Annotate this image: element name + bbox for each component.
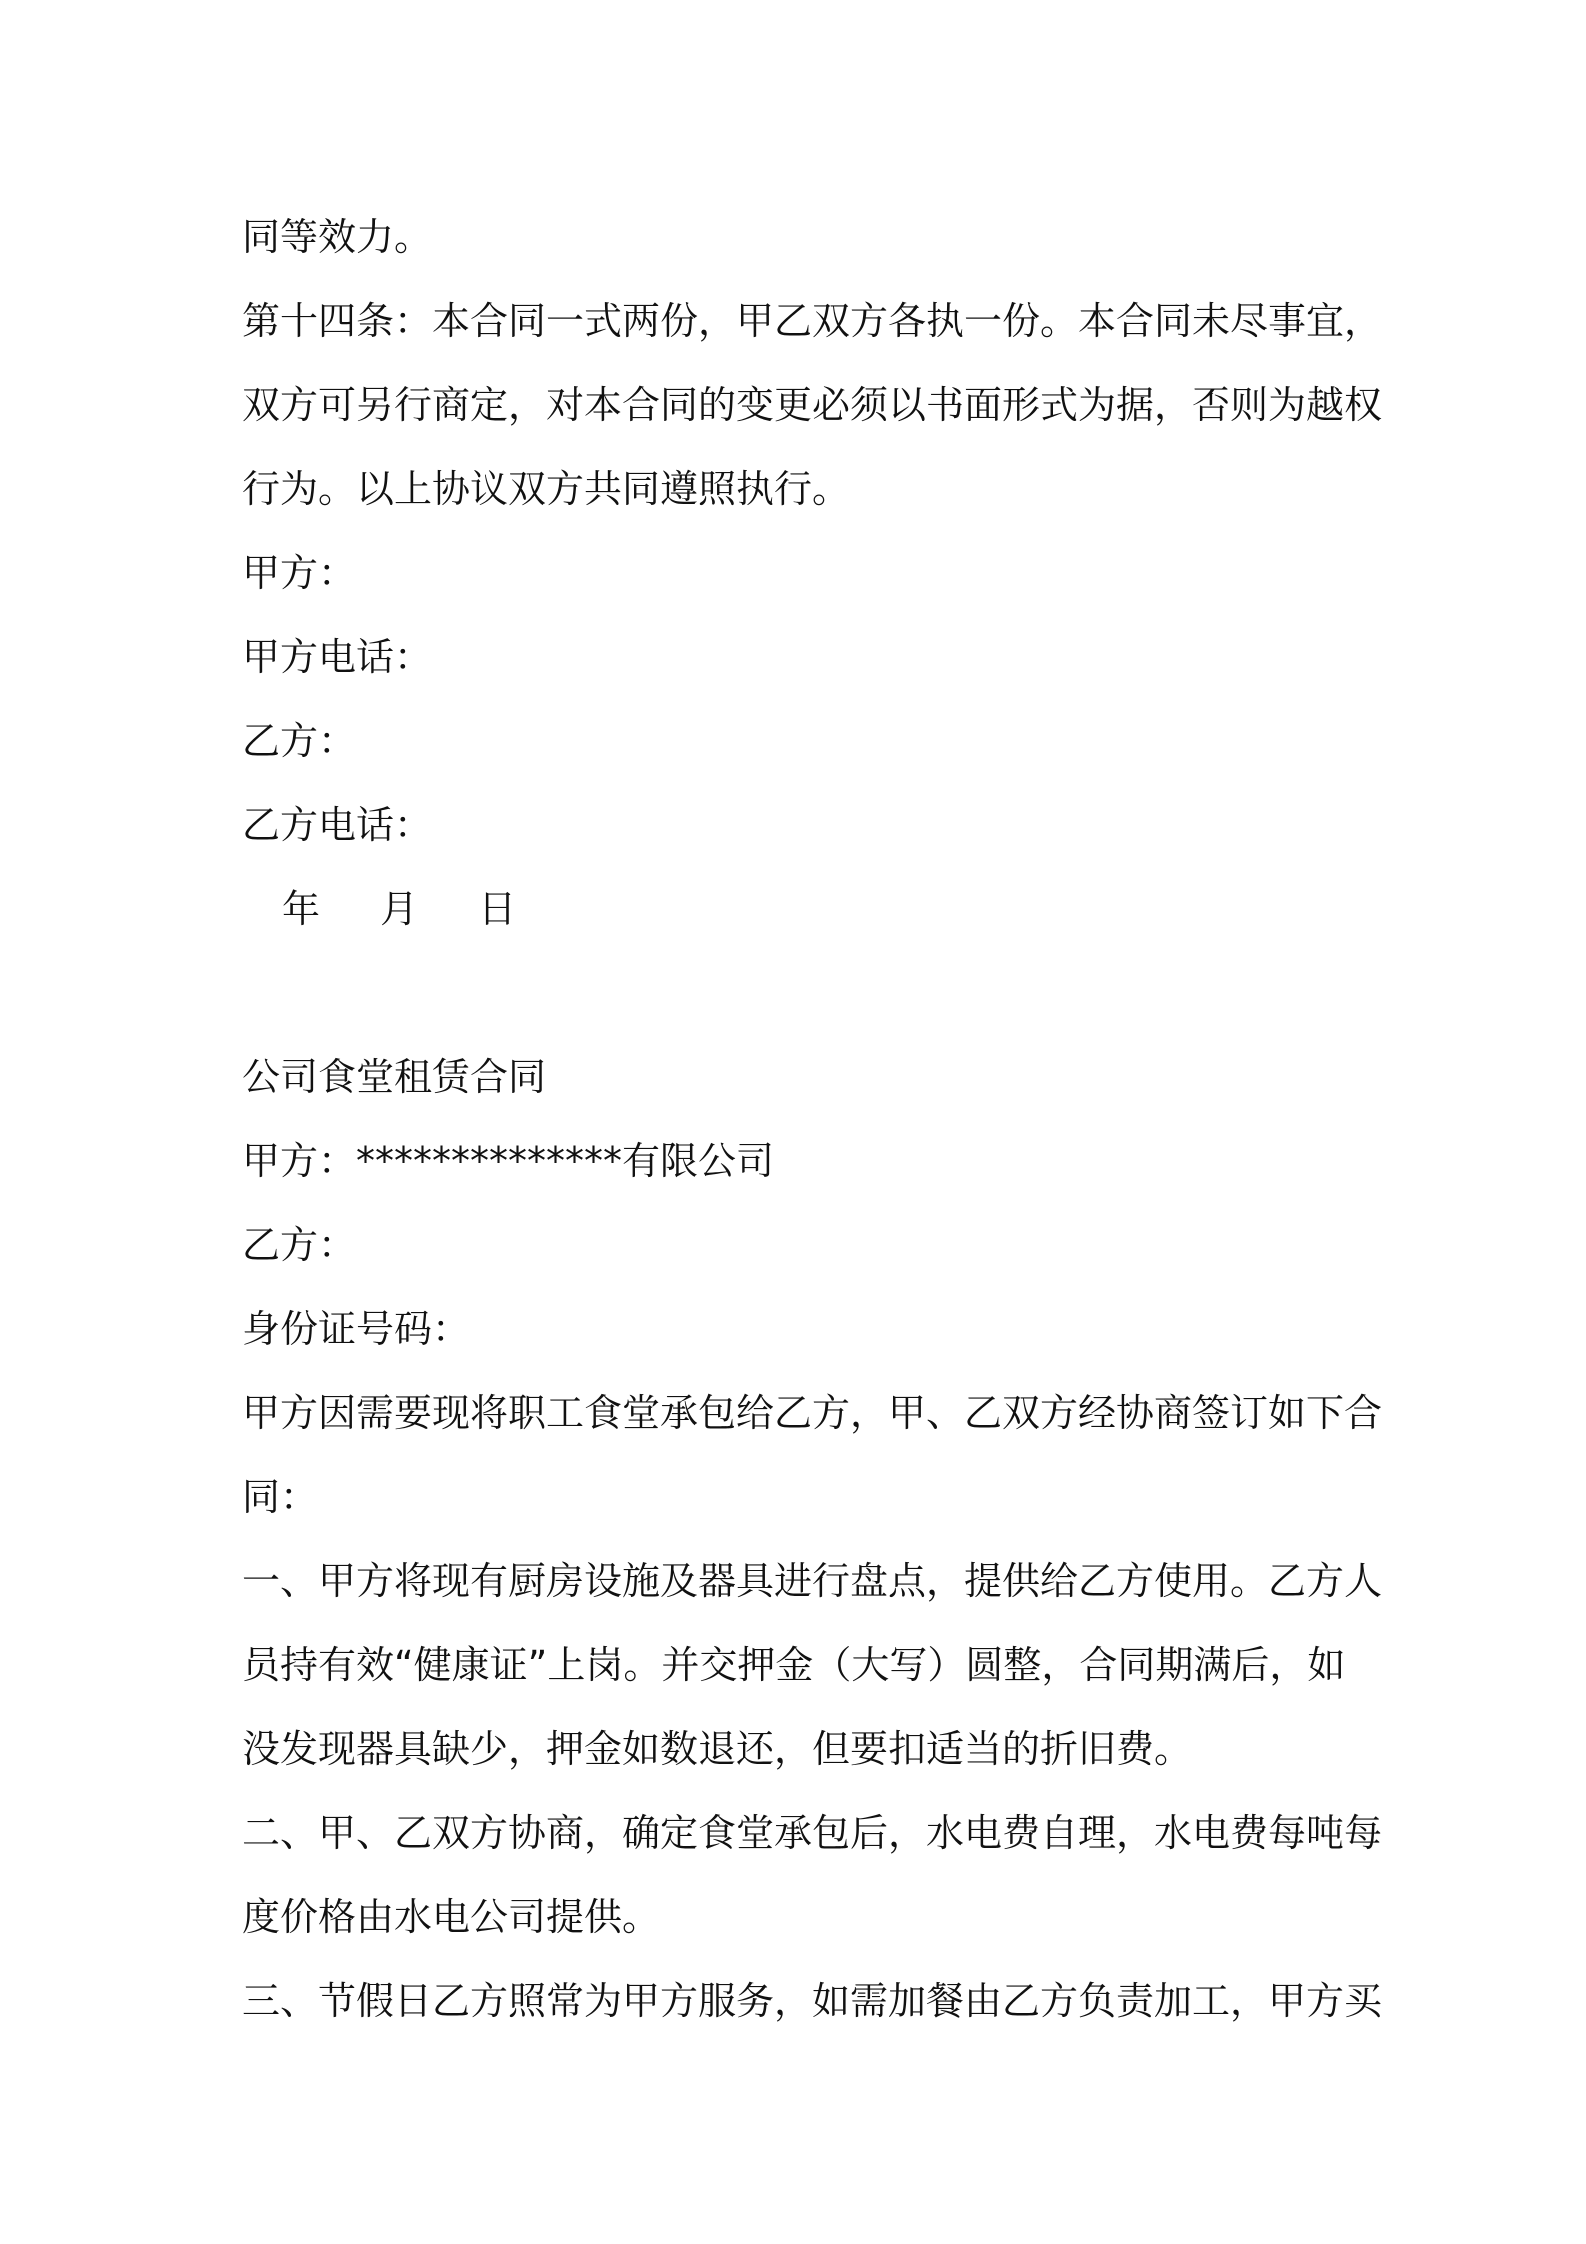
date-day: 日 — [478, 887, 517, 931]
signing-date — [242, 867, 1362, 951]
clause-14-line: 行为。以上协议双方共同遵照执行。 — [242, 467, 851, 511]
paragraph-line: 同等效力。 — [242, 215, 433, 259]
clause-2-line: 二、甲、乙双方协商，确定食堂承包后，水电费自理，水电费每吨每 — [242, 1811, 1383, 1855]
party-b-phone-label: 乙方电话： — [242, 803, 433, 847]
party-b-line: 乙方： — [242, 1223, 357, 1267]
party-a-label: 甲方： — [242, 551, 357, 595]
preamble-line: 同： — [242, 1475, 319, 1519]
clause-14-line: 双方可另行商定，对本合同的变更必须以书面形式为据，否则为越权 — [242, 383, 1383, 427]
party-b-label: 乙方： — [242, 719, 357, 763]
id-number-line: 身份证号码： — [242, 1307, 471, 1351]
document-body — [242, 195, 1383, 2043]
clause-1-line: 员持有效“健康证”上岗。并交押金（大写）圆整，合同期满后，如 — [242, 1643, 1346, 1687]
date-year: 年 — [282, 887, 321, 931]
section-spacer — [242, 951, 1362, 1035]
clause-1-line: 一、甲方将现有厨房设施及器具进行盘点，提供给乙方使用。乙方人 — [242, 1559, 1383, 1603]
party-a-line: 甲方：**************有限公司 — [242, 1139, 775, 1183]
contract-title: 公司食堂租赁合同 — [242, 1055, 547, 1099]
clause-1-line: 没发现器具缺少，押金如数退还，但要扣适当的折旧费。 — [242, 1727, 1193, 1771]
party-a-phone-label: 甲方电话： — [242, 635, 433, 679]
clause-3-line: 三、节假日乙方照常为甲方服务，如需加餐由乙方负责加工，甲方买 — [242, 1979, 1383, 2023]
clause-14-line: 第十四条：本合同一式两份，甲乙双方各执一份。本合同未尽事宜， — [242, 299, 1383, 343]
date-month: 月 — [380, 887, 419, 931]
clause-2-line: 度价格由水电公司提供。 — [242, 1895, 661, 1939]
preamble-line: 甲方因需要现将职工食堂承包给乙方，甲、乙双方经协商签订如下合 — [242, 1391, 1383, 1435]
